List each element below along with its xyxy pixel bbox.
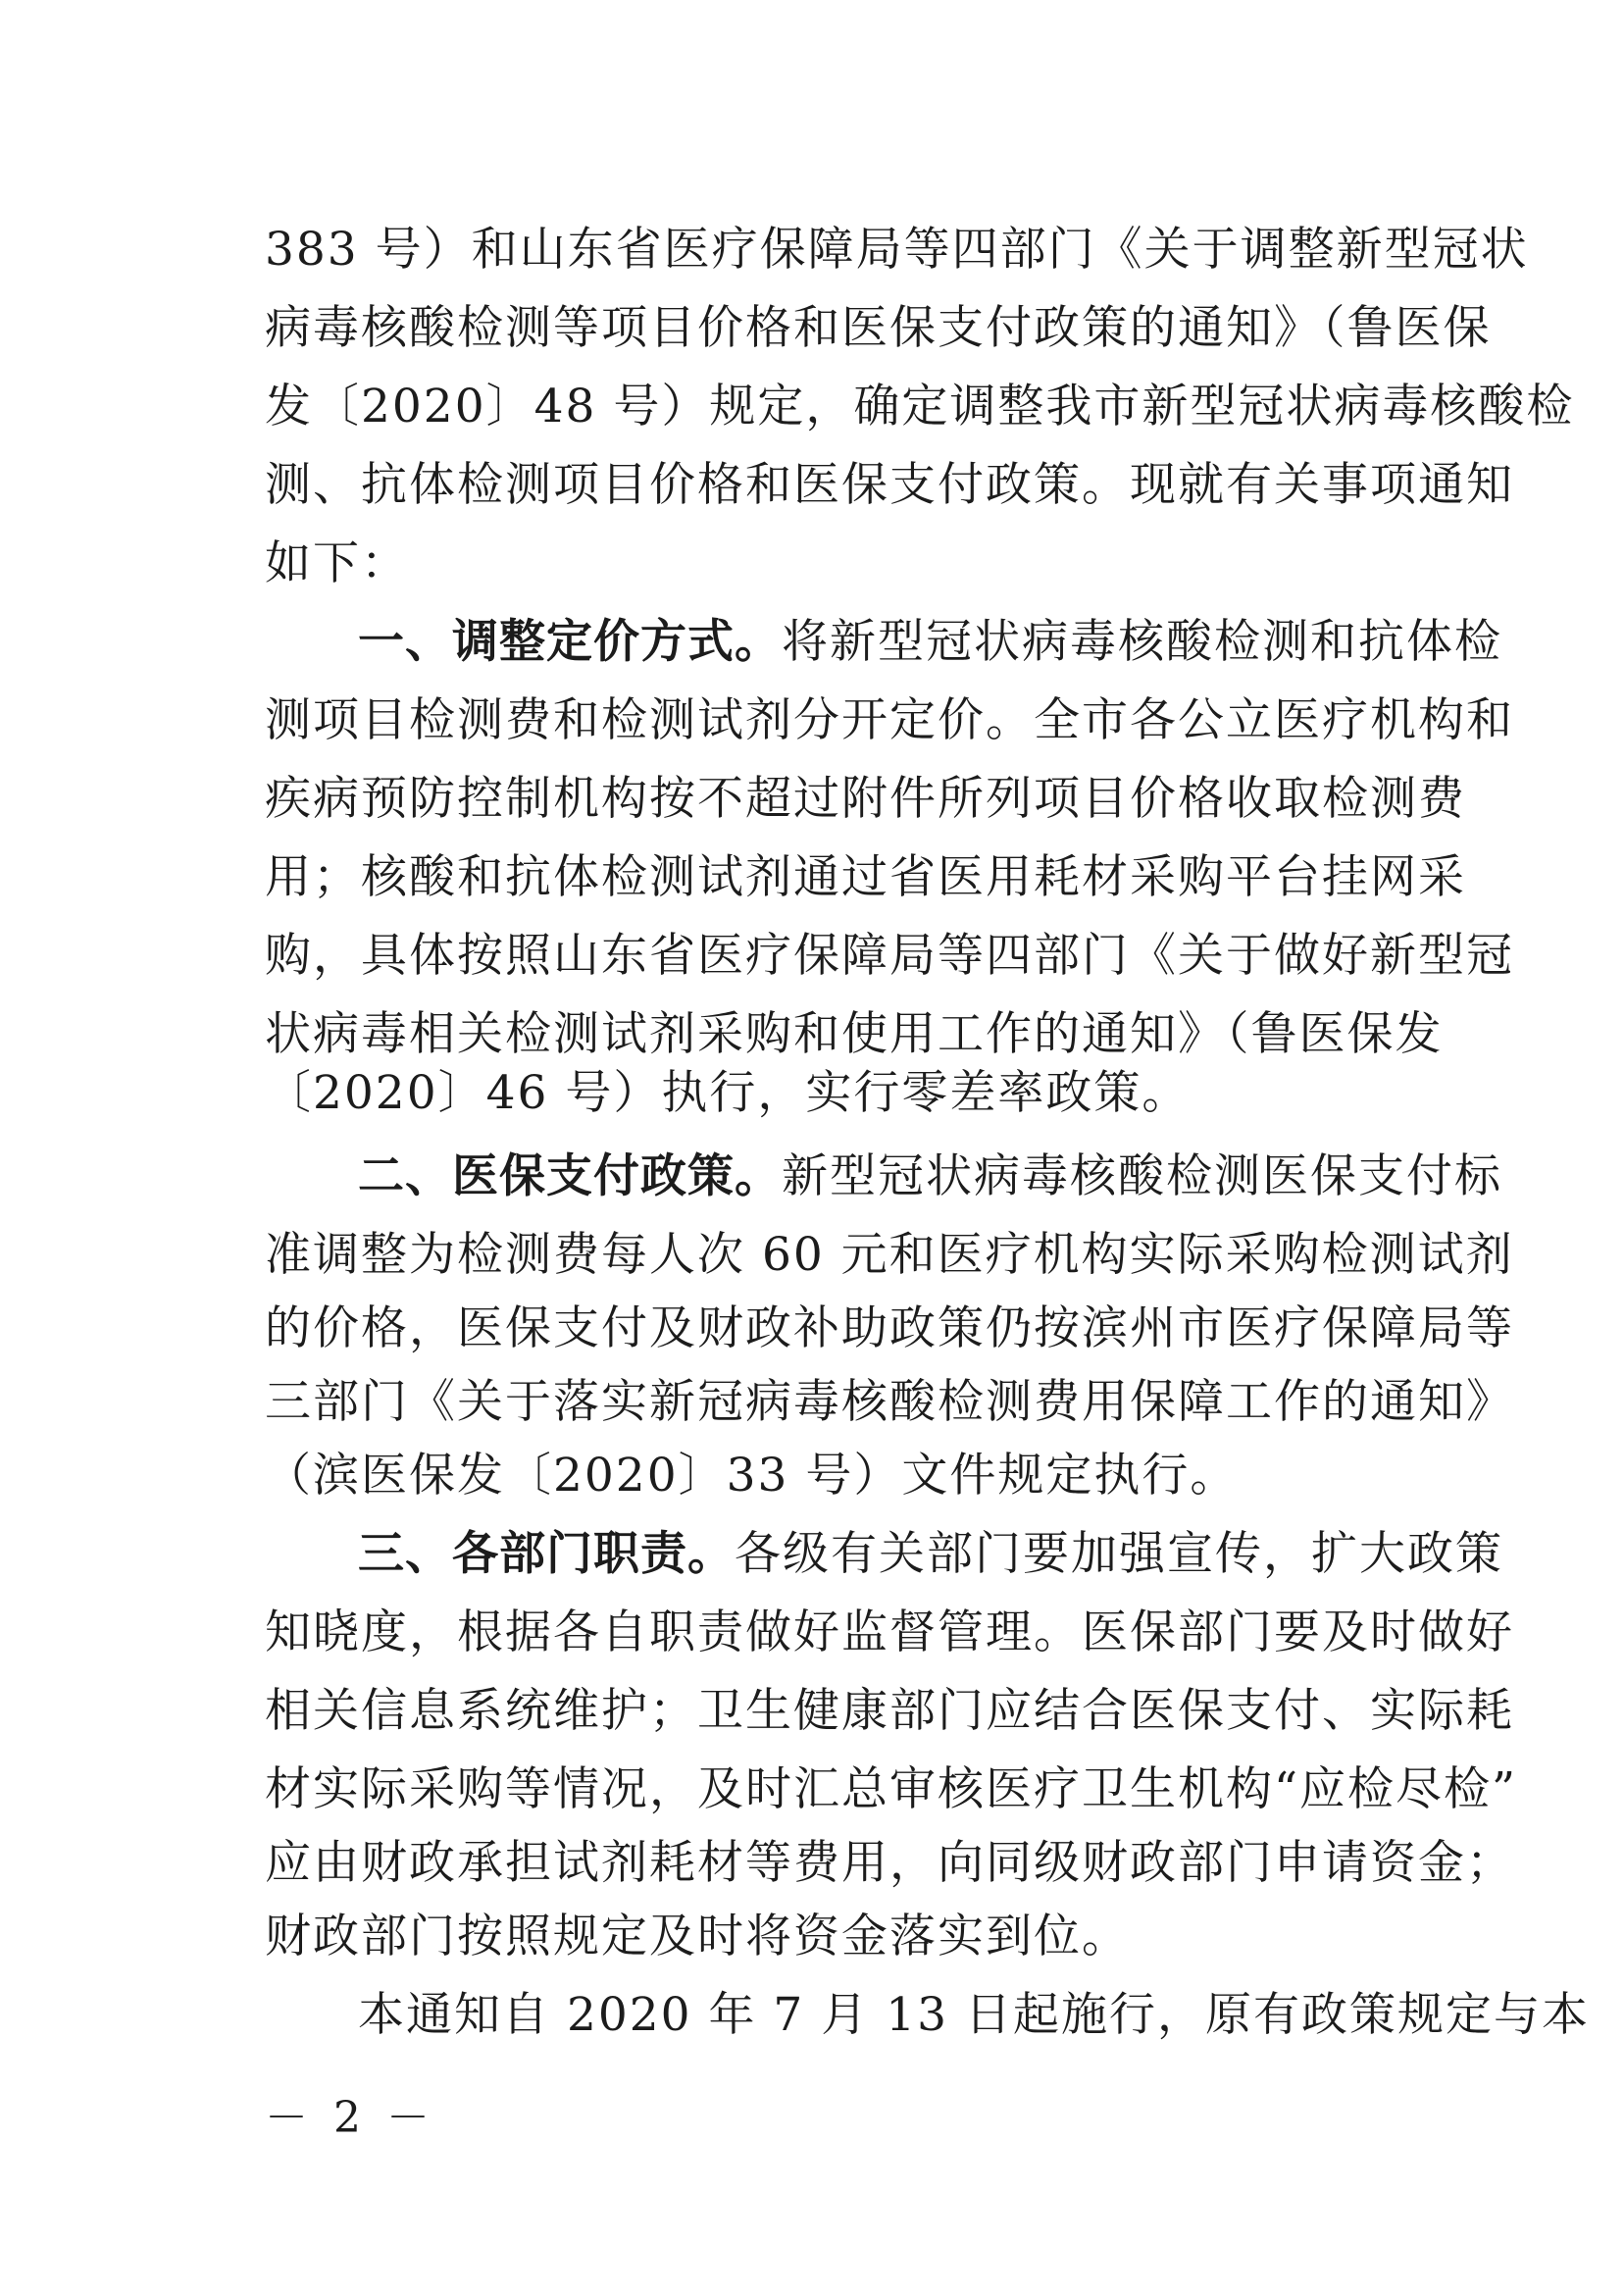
section2-line-4: 三部门《关于落实新冠病毒核酸检测费用保障工作的通知》	[265, 1375, 1514, 1429]
intro-line-5: 如下：	[265, 536, 409, 590]
section2-heading: 二、医保支付政策。	[358, 1149, 782, 1203]
section2-line-5: （滨医保发〔2020〕33 号）文件规定执行。	[265, 1449, 1239, 1503]
intro-line-1: 383 号）和山东省医疗保障局等四部门《关于调整新型冠状	[265, 223, 1529, 277]
section3-line-6: 财政部门按照规定及时将资金落实到位。	[265, 1910, 1130, 1963]
section1-first-line	[358, 603, 1502, 682]
section3-line-1: 各级有关部门要加强宣传，扩大政策	[735, 1527, 1503, 1581]
section2-line-1: 新型冠状病毒核酸检测医保支付标	[782, 1149, 1502, 1203]
section1-line-5: 购，具体按照山东省医疗保障局等四部门《关于做好新型冠	[265, 929, 1514, 983]
section1-line-3: 疾病预防控制机构按不超过附件所列项目价格收取检测费	[265, 772, 1466, 826]
section3-line-5: 应由财政承担试剂耗材等费用，向同级财政部门申请资金；	[265, 1836, 1514, 1890]
closing-line: 本通知自 2020 年 7 月 13 日起施行，原有政策规定与本	[358, 1988, 1590, 2042]
section1-heading: 一、调整定价方式。	[358, 615, 782, 669]
intro-line-4: 测、抗体检测项目价格和医保支付政策。现就有关事项通知	[265, 458, 1514, 512]
intro-line-2: 病毒核酸检测等项目价格和医保支付政策的通知》（鲁医保	[265, 301, 1492, 355]
section2-line-2: 准调整为检测费每人次 60 元和医疗机构实际采购检测试剂	[265, 1228, 1514, 1282]
section3-line-3: 相关信息系统维护；卫生健康部门应结合医保支付、实际耗	[265, 1684, 1514, 1738]
section3-line-2: 知晓度，根据各自职责做好监督管理。医保部门要及时做好	[265, 1605, 1514, 1659]
section3-line-4: 材实际采购等情况，及时汇总审核医疗卫生机构“应检尽检”	[265, 1762, 1518, 1816]
section2-first-line	[358, 1138, 1502, 1216]
section1-line-6: 状病毒相关检测试剂采购和使用工作的通知》（鲁医保发	[265, 1007, 1444, 1061]
section3-first-line	[358, 1515, 1503, 1594]
section3-heading: 三、各部门职责。	[358, 1527, 735, 1581]
page-number: － 2 －	[265, 2093, 435, 2143]
section2-line-3: 的价格，医保支付及财政补助政策仍按滨州市医疗保障局等	[265, 1301, 1514, 1355]
intro-line-3: 发〔2020〕48 号）规定，确定调整我市新型冠状病毒核酸检	[265, 380, 1575, 433]
section1-line-7: 〔2020〕46 号）执行，实行零差率政策。	[265, 1066, 1191, 1120]
section1-line-1: 将新型冠状病毒核酸检测和抗体检	[782, 615, 1502, 669]
section1-line-2: 测项目检测费和检测试剂分开定价。全市各公立医疗机构和	[265, 693, 1514, 747]
section1-line-4: 用；核酸和抗体检测试剂通过省医用耗材采购平台挂网采	[265, 850, 1466, 904]
